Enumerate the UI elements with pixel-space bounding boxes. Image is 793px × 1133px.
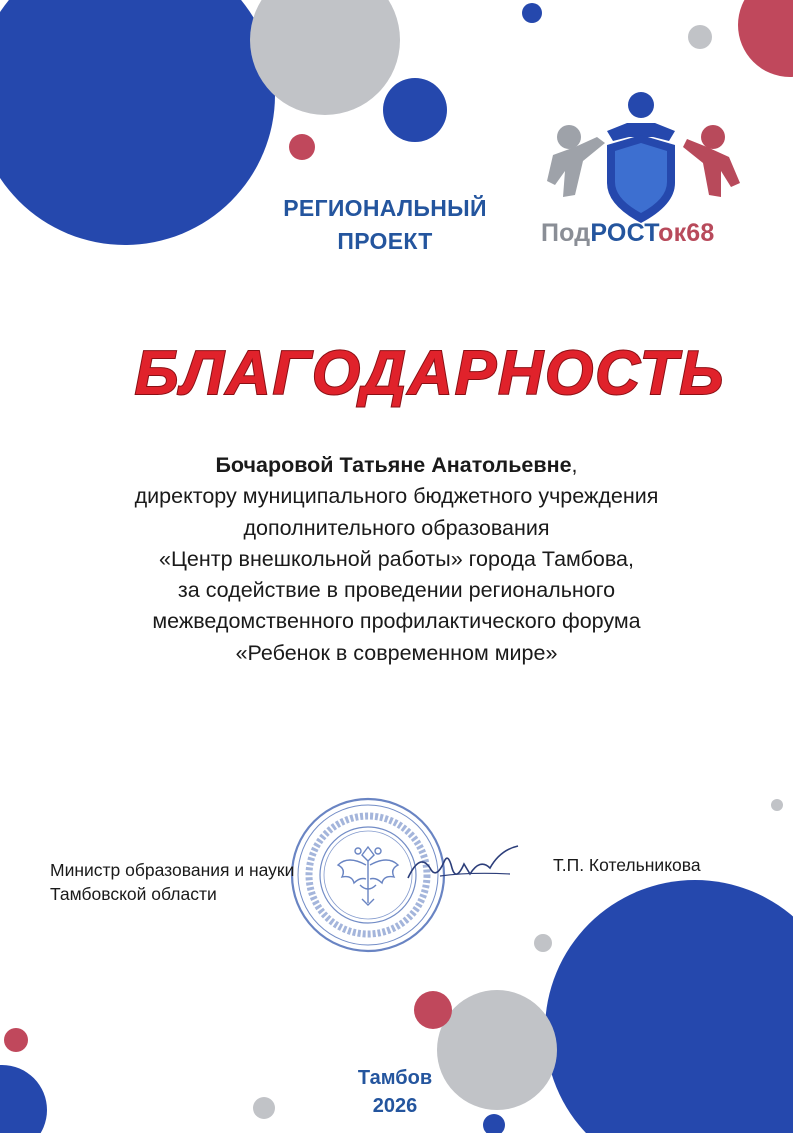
project-line-2: ПРОЕКТ bbox=[337, 228, 433, 254]
logo-part-2: РОСТ bbox=[590, 219, 659, 247]
title-text: БЛАГОДАРНОСТЬ bbox=[134, 339, 726, 408]
circle-gray-small-bottom bbox=[534, 934, 552, 952]
body-line-4: за содействие в проведении регионального bbox=[177, 578, 616, 603]
circle-blue-mid-top bbox=[383, 78, 447, 142]
circle-blue-small-bottom bbox=[483, 1114, 505, 1133]
signatory-name: Т.П. Котельникова bbox=[553, 855, 701, 875]
body-line-6: «Ребенок в современном мире» bbox=[235, 640, 558, 665]
footer-year: 2026 bbox=[372, 1095, 418, 1117]
circle-blue-bottom-left bbox=[0, 1065, 47, 1133]
circle-red-bottom-left bbox=[4, 1028, 28, 1052]
signatory-position-line-2: Тамбовской области bbox=[50, 884, 217, 904]
circle-blue-large-top bbox=[0, 0, 275, 245]
project-line-1: РЕГИОНАЛЬНЫЙ bbox=[283, 195, 487, 221]
circle-blue-large-bottom bbox=[545, 880, 793, 1133]
project-heading bbox=[250, 192, 520, 258]
logo-part-1: Под bbox=[541, 219, 591, 247]
circle-gray-bottom-left bbox=[253, 1097, 275, 1119]
body-line-5: межведомственного профилактического форума bbox=[152, 609, 641, 634]
logo-part-3: ок68 bbox=[658, 219, 715, 247]
footer bbox=[330, 1064, 460, 1120]
circle-red-bottom bbox=[414, 991, 452, 1029]
signature-icon bbox=[400, 838, 530, 898]
circle-red-small-top bbox=[289, 134, 315, 160]
body-line-1: директору муниципального бюджетного учреждения bbox=[134, 484, 659, 509]
body-line-2: дополнительного образования bbox=[243, 515, 550, 540]
recipient-name: Бочаровой Татьяне Анатольевне bbox=[215, 453, 572, 477]
signatory-position-line-1: Министр образования и науки bbox=[50, 860, 295, 880]
logo-wordmark bbox=[541, 219, 715, 248]
document-title bbox=[120, 338, 740, 410]
circle-red-top-right bbox=[738, 0, 793, 77]
circle-blue-tiny-top bbox=[522, 3, 542, 23]
footer-city: Тамбов bbox=[357, 1067, 433, 1089]
recipient-block: Бочаровой Татьяне Анатольевне, директору муниципального бюджетного учреждения дополнительного образования «Центр внешкольной работы» города Тамбова, за содействие в проведении регионального межведомственного профилактического форума «Ребенок в современном мире» bbox=[60, 450, 733, 669]
circle-gray-tiny-right bbox=[771, 799, 783, 811]
circle-gray-small-top bbox=[688, 25, 712, 49]
body-line-3: «Центр внешкольной работы» города Тамбова, bbox=[159, 546, 634, 571]
signatory-position bbox=[50, 858, 294, 906]
